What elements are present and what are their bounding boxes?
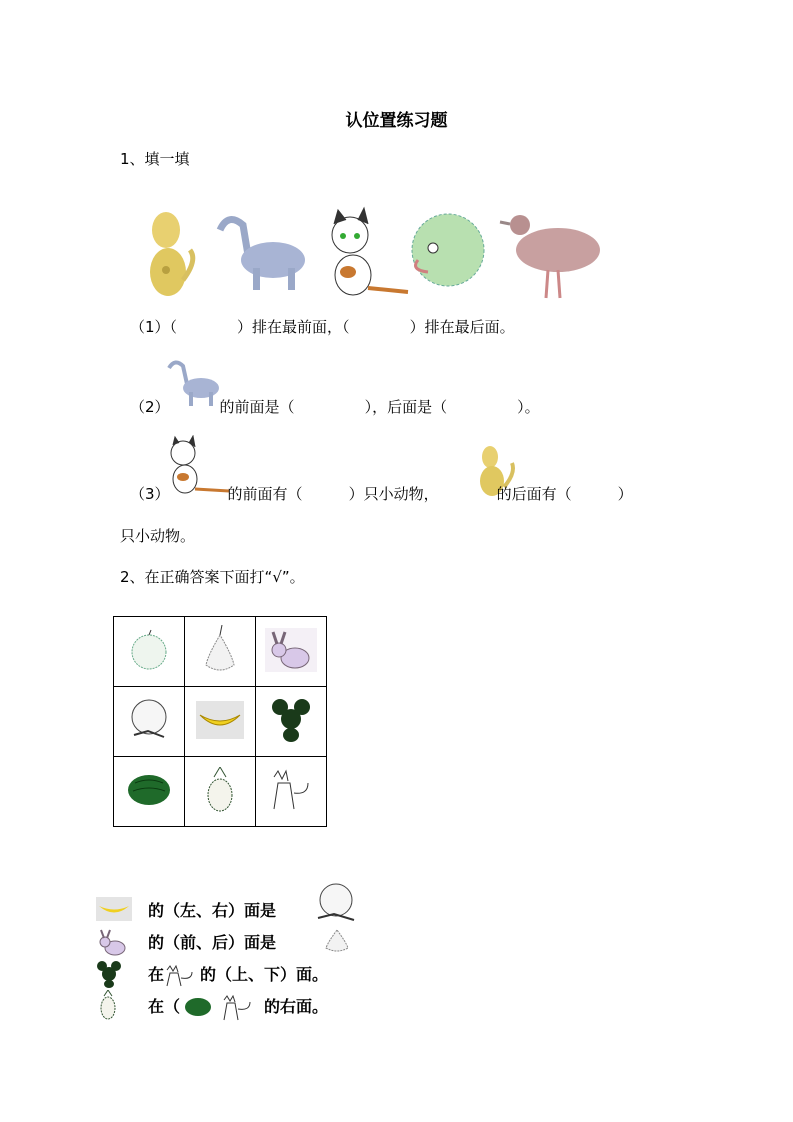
q3-text-d: ）: [617, 485, 633, 503]
peach-icon: [312, 880, 360, 924]
grid-cell-apple[interactable]: [114, 617, 185, 687]
fox-icon: [164, 965, 200, 987]
banana-icon: [196, 701, 244, 739]
mouse-icon: [271, 697, 311, 743]
page-title: 认位置练习题: [345, 111, 448, 131]
q1-line: [130, 316, 515, 337]
hedgehog-icon: [412, 214, 484, 286]
rabbit-icon: [96, 928, 128, 958]
line4-text-a: 在（: [148, 997, 181, 1016]
watermelon-icon: [127, 773, 171, 807]
cat-icon: [332, 208, 408, 295]
section1-heading: 1、填一填: [120, 150, 190, 168]
dinosaur-icon: [220, 220, 305, 290]
pineapple-icon: [200, 767, 240, 813]
q3-line: [130, 483, 633, 504]
q3-continuation: 只小动物。: [120, 527, 196, 545]
answer-line-4: [148, 994, 328, 1021]
pear-icon: [200, 625, 240, 675]
line4-text-b: 的右面。: [264, 997, 329, 1016]
rabbit-icon: [265, 628, 317, 672]
grid-cell-fox[interactable]: [256, 757, 327, 827]
dog-icon: [150, 212, 193, 296]
grid-cell-peach[interactable]: [114, 687, 185, 757]
grid-cell-watermelon[interactable]: [114, 757, 185, 827]
q3-text-b: ）只小动物，: [348, 485, 439, 503]
q2-text-b: ），后面是（: [364, 398, 448, 416]
fox-icon: [220, 995, 264, 1021]
q3-number: （3）: [130, 485, 170, 503]
line3-text-b: 的（上、下）面。: [200, 965, 329, 984]
bird-icon: [500, 215, 600, 298]
q1-text-mid: ）排在最前面，（: [237, 318, 350, 336]
line3-text-a: 在: [148, 965, 165, 984]
banana-icon: [96, 897, 132, 921]
answer-line-2: 的（前、后）面是: [148, 933, 277, 952]
picture-grid: [113, 616, 327, 827]
mouse-icon: [96, 960, 122, 988]
grid-cell-rabbit[interactable]: [256, 617, 327, 687]
q2-text-c: ）。: [517, 398, 540, 416]
answer-line-1: 的（左、右）面是: [148, 901, 277, 920]
answer-line-3: [148, 962, 328, 987]
watermelon-icon: [184, 997, 216, 1019]
q2-number: （2）: [130, 398, 170, 416]
q3-text-a: 的前面有（: [227, 485, 303, 503]
pear-icon: [322, 924, 352, 952]
grid-cell-pineapple[interactable]: [185, 757, 256, 827]
animals-row-image: [128, 200, 608, 304]
apple-icon: [126, 629, 172, 671]
grid-cell-banana[interactable]: [185, 687, 256, 757]
section2-heading: 2、在正确答案下面打“√”。: [120, 568, 305, 586]
q1-number: （1）（: [130, 318, 178, 336]
pineapple-icon: [98, 990, 118, 1022]
q3-text-c: 的后面有（: [496, 485, 572, 503]
grid-cell-mouse[interactable]: [256, 687, 327, 757]
peach-icon: [126, 695, 172, 745]
grid-cell-pear[interactable]: [185, 617, 256, 687]
fox-icon: [268, 769, 314, 811]
q2-line: [130, 396, 540, 417]
q1-text-end: ）排在最后面。: [409, 318, 515, 336]
q2-text-a: 的前面是（: [219, 398, 295, 416]
